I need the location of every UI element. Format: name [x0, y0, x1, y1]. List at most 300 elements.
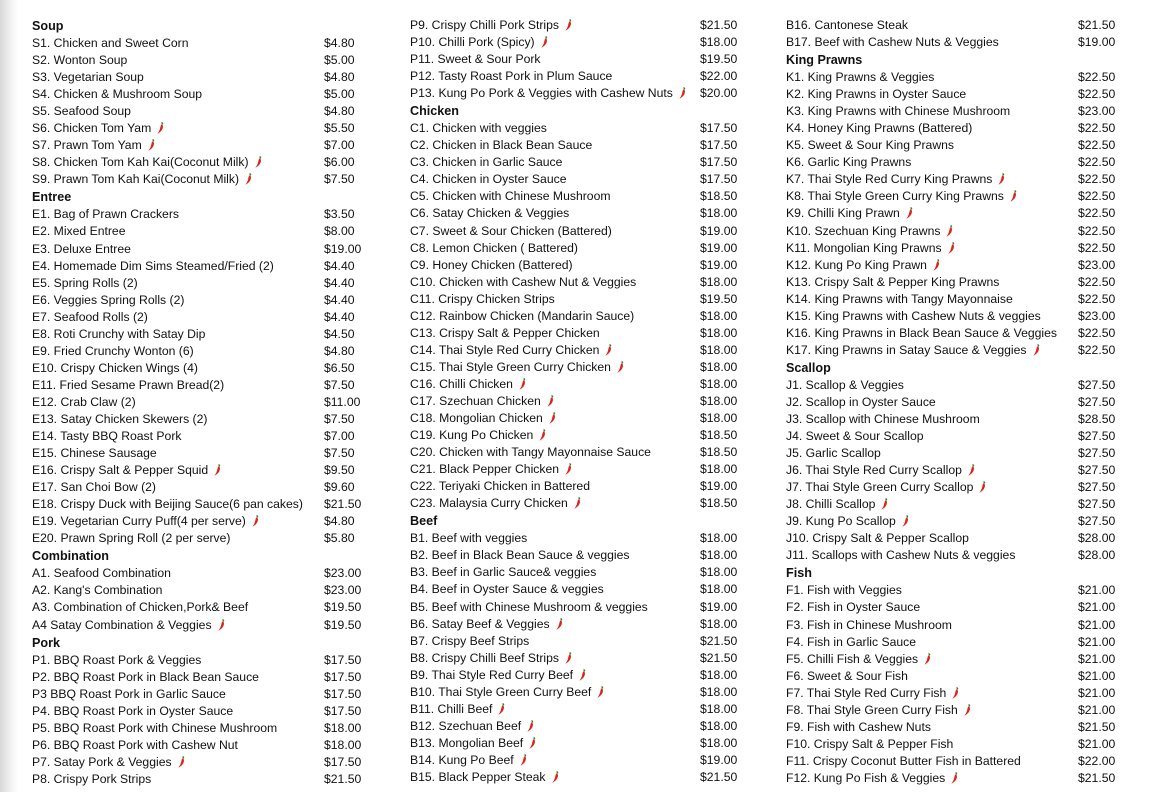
menu-item-price: $22.50	[1078, 223, 1116, 238]
menu-item-name-text: K12. Kung Po King Prawn	[786, 257, 927, 272]
menu-item	[786, 753, 1120, 770]
menu-item-name-text: E19. Vegetarian Curry Puff(4 per serve)	[32, 514, 246, 529]
menu-item	[32, 754, 378, 771]
menu-item-price: $21.50	[324, 497, 362, 512]
chili-pepper-icon	[565, 652, 572, 664]
menu-item-price: $18.00	[700, 274, 738, 289]
menu-item-name-text: C1. Chicken with veggies	[410, 121, 547, 136]
menu-item-price: $19.50	[324, 600, 362, 615]
menu-item-name	[410, 650, 572, 667]
menu-item-price: $22.50	[1078, 274, 1116, 289]
menu-item-name	[32, 754, 185, 771]
menu-item-name-text: E8. Roti Crunchy with Satay Dip	[32, 326, 206, 341]
menu-item	[410, 564, 742, 581]
menu-item	[32, 686, 378, 703]
menu-item-name	[410, 188, 611, 205]
menu-item	[32, 411, 378, 428]
menu-item-name-text: B10. Thai Style Green Curry Beef	[410, 684, 592, 699]
menu-item-name-text: E17. San Choi Bow (2)	[32, 480, 156, 495]
menu-item-price: $17.50	[324, 754, 362, 769]
menu-item	[32, 86, 378, 103]
menu-item	[786, 445, 1120, 462]
menu-item-name	[786, 342, 1040, 359]
menu-item	[410, 478, 742, 495]
menu-item	[410, 188, 742, 205]
menu-item	[786, 120, 1120, 137]
menu-item-name-text: C9. Honey Chicken (Battered)	[410, 257, 573, 272]
menu-item-price: $5.00	[324, 53, 355, 68]
menu-item	[410, 51, 742, 68]
menu-item	[786, 205, 1120, 222]
menu-item-name	[786, 582, 902, 599]
menu-item	[32, 137, 378, 154]
menu-item-price: $27.50	[1078, 497, 1116, 512]
menu-item-price: $19.00	[1078, 35, 1116, 50]
menu-item-price: $7.50	[324, 446, 355, 461]
menu-item-name	[786, 377, 904, 394]
menu-item-price: $27.50	[1078, 463, 1116, 478]
menu-item-name-text: C13. Crispy Salt & Pepper Chicken	[410, 325, 600, 340]
menu-item-name	[410, 240, 578, 257]
menu-item-name-text: C15. Thai Style Green Curry Chicken	[410, 359, 611, 374]
menu-item-name-text: K8. Thai Style Green Curry King Prawns	[786, 189, 1004, 204]
chili-pepper-icon	[498, 703, 505, 715]
menu-item	[410, 752, 742, 769]
menu-item	[32, 479, 378, 496]
menu-item-price: $7.50	[324, 377, 355, 392]
menu-item	[786, 651, 1120, 668]
menu-item-name	[410, 257, 573, 274]
menu-item-name-text: C12. Rainbow Chicken (Mandarin Sauce)	[410, 308, 635, 323]
menu-item-name-text: A3. Combination of Chicken,Pork& Beef	[32, 600, 249, 615]
section-heading: Soup	[32, 19, 64, 33]
menu-item-name	[786, 188, 1017, 205]
chili-pepper-icon	[964, 704, 971, 716]
menu-item-price: $18.00	[700, 376, 738, 391]
menu-item	[410, 376, 742, 393]
menu-item	[786, 257, 1120, 274]
menu-item-price: $18.50	[700, 428, 738, 443]
menu-item-name	[410, 701, 505, 718]
menu-item-name	[32, 343, 194, 360]
menu-item	[32, 582, 378, 599]
menu-item-name-text: S1. Chicken and Sweet Corn	[32, 36, 189, 50]
menu-item-name-text: S7. Prawn Tom Yam	[32, 138, 142, 153]
menu-item-name-text: C6. Satay Chicken & Veggies	[410, 206, 570, 221]
menu-item-name-text: E18. Crispy Duck with Beijing Sauce(6 pan cakes)	[32, 497, 303, 512]
menu-item-name-text: S4. Chicken & Mushroom Soup	[32, 87, 203, 102]
menu-item	[410, 735, 742, 752]
menu-item-price: $18.00	[700, 325, 738, 340]
menu-item	[786, 547, 1120, 564]
menu-item	[786, 702, 1120, 719]
menu-item	[786, 325, 1120, 342]
menu-item-price: $27.50	[1078, 377, 1116, 392]
menu-item-name-text: K16. King Prawns in Black Bean Sauce & Veggies	[786, 325, 1057, 340]
menu-item-price: $3.50	[324, 207, 355, 222]
menu-item-name-text: P4. BBQ Roast Pork in Oyster Sauce	[32, 703, 234, 718]
menu-item-name	[32, 120, 164, 137]
menu-item-name	[410, 393, 554, 410]
menu-item-name	[32, 223, 125, 240]
chili-pepper-icon	[1010, 190, 1017, 202]
menu-item-name-text: C22. Teriyaki Chicken in Battered	[410, 479, 590, 494]
menu-item-name	[32, 669, 259, 686]
menu-item-name-text: F5. Chilli Fish & Veggies	[786, 651, 919, 666]
menu-item-name-text: S2. Wonton Soup	[32, 53, 128, 68]
menu-item-price: $19.50	[700, 52, 738, 67]
menu-item-name	[786, 34, 999, 51]
menu-item	[32, 120, 378, 137]
menu-item-name-text: E14. Tasty BBQ Roast Pork	[32, 429, 182, 444]
menu-item	[32, 617, 378, 634]
menu-item	[410, 359, 742, 376]
menu-item-price: $21.00	[1078, 634, 1116, 649]
menu-item-name-text: K10. Szechuan King Prawns	[786, 223, 941, 238]
menu-item-price: $4.40	[324, 258, 355, 273]
menu-item-price: $4.80	[324, 514, 355, 529]
menu-item-price: $19.00	[700, 752, 738, 767]
menu-item-name-text: B17. Beef with Cashew Nuts & Veggies	[786, 35, 999, 50]
chili-pepper-icon	[549, 412, 556, 424]
menu-item-name	[410, 478, 590, 495]
menu-item-name-text: F3. Fish in Chinese Mushroom	[786, 617, 952, 632]
menu-item-name-text: J10. Crispy Salt & Pepper Scallop	[786, 531, 969, 546]
menu-item-price: $5.50	[324, 121, 355, 136]
menu-item-name-text: P9. Crispy Chilli Pork Strips	[410, 18, 559, 32]
menu-item	[786, 154, 1120, 171]
menu-item	[32, 309, 378, 326]
menu-item-name	[410, 410, 556, 427]
menu-item-price: $18.00	[700, 616, 738, 631]
menu-item-price: $21.00	[1078, 600, 1116, 615]
menu-item-name	[410, 495, 581, 512]
menu-item-price: $22.50	[1078, 155, 1116, 170]
menu-item-name-text: E5. Spring Rolls (2)	[32, 275, 138, 290]
menu-item-name	[786, 770, 958, 787]
menu-item	[786, 86, 1120, 103]
chili-pepper-icon	[597, 686, 604, 698]
menu-item-name-text: J9. Kung Po Scallop	[786, 514, 896, 529]
menu-item-price: $7.50	[324, 172, 355, 187]
menu-item-price: $4.80	[324, 104, 355, 119]
menu-item-price: $18.00	[700, 684, 738, 699]
menu-item-name-text: J8. Chilli Scallop	[786, 497, 876, 512]
menu-item-name-text: K2. King Prawns in Oyster Sauce	[786, 87, 967, 102]
menu-item-price: $4.80	[324, 343, 355, 358]
chili-pepper-icon	[556, 618, 563, 630]
menu-item	[786, 719, 1120, 736]
menu-item	[32, 360, 378, 377]
menu-item-name	[32, 599, 248, 616]
menu-item-name-text: E13. Satay Chicken Skewers (2)	[32, 411, 208, 426]
menu-item	[32, 428, 378, 445]
menu-item-name-text: C20. Chicken with Tangy Mayonnaise Sauce	[410, 445, 651, 460]
menu-item-name-text: F6. Sweet & Sour Fish	[786, 668, 908, 683]
menu-item-name-text: K17. King Prawns in Satay Sauce & Veggies	[786, 342, 1027, 357]
menu-item-name-text: F12. Kung Po Fish & Veggies	[786, 770, 946, 785]
menu-item	[32, 703, 378, 720]
menu-item-name-text: E12. Crab Claw (2)	[32, 394, 136, 409]
menu-item-price: $18.00	[700, 411, 738, 426]
menu-item	[410, 85, 742, 102]
menu-item-name	[32, 154, 262, 171]
menu-item-price: $18.50	[700, 189, 738, 204]
menu-item-price: $18.00	[700, 565, 738, 580]
menu-item-name-text: B8. Crispy Chilli Beef Strips	[410, 650, 560, 665]
menu-item-price: $19.00	[700, 257, 738, 272]
menu-item-name	[786, 154, 911, 171]
menu-item-price: $22.00	[1078, 753, 1116, 768]
menu-item	[32, 275, 378, 292]
menu-item-name	[410, 205, 569, 222]
menu-item-price: $27.50	[1078, 446, 1116, 461]
menu-item-name-text: K3. King Prawns with Chinese Mushroom	[786, 104, 1011, 119]
menu-item-name-text: E1. Bag of Prawn Crackers	[32, 207, 179, 222]
menu-item	[410, 684, 742, 701]
menu-item-name	[32, 462, 221, 479]
menu-item-name	[786, 291, 1013, 308]
menu-item-price: $18.50	[700, 445, 738, 460]
menu-item-price: $23.00	[1078, 104, 1116, 119]
menu-item-price: $23.00	[1078, 257, 1116, 272]
menu-item-name	[410, 120, 547, 137]
menu-item-name	[410, 51, 541, 68]
menu-item-name	[410, 325, 600, 342]
menu-item-name	[32, 137, 155, 154]
menu-item-name-text: S9. Prawn Tom Kah Kai(Coconut Milk)	[32, 172, 240, 187]
menu-item	[410, 308, 742, 325]
chili-pepper-icon	[520, 754, 527, 766]
menu-item-price: $6.00	[324, 155, 355, 170]
menu-item-name	[32, 360, 198, 377]
menu-item	[786, 513, 1120, 530]
menu-item-name	[32, 171, 252, 188]
menu-item-price: $28.00	[1078, 548, 1116, 563]
menu-item-price: $21.00	[1078, 617, 1116, 632]
menu-item	[32, 154, 378, 171]
menu-item	[786, 462, 1120, 479]
menu-item-name	[410, 223, 612, 240]
menu-item-name-text: C16. Chilli Chicken	[410, 376, 513, 391]
menu-item-name-text: J11. Scallops with Cashew Nuts & veggies	[786, 548, 1016, 563]
menu-item	[32, 69, 378, 86]
menu-item-name	[32, 703, 233, 720]
menu-item	[32, 343, 378, 360]
menu-item-name	[32, 103, 131, 120]
menu-item-price: $4.80	[324, 36, 355, 50]
menu-item-name-text: C17. Szechuan Chicken	[410, 393, 541, 408]
menu-item-name	[786, 17, 908, 34]
menu-item-name	[32, 35, 189, 52]
menu-item-name	[786, 137, 954, 154]
chili-pepper-icon	[979, 481, 986, 493]
menu-item	[32, 496, 378, 513]
menu-item-price: $21.50	[700, 769, 738, 784]
menu-item-name	[410, 547, 630, 564]
menu-item-name-text: C18. Mongolian Chicken	[410, 411, 543, 426]
menu-item-name	[786, 719, 931, 736]
chili-pepper-icon	[617, 361, 624, 373]
menu-item-price: $21.00	[1078, 583, 1116, 598]
menu-item-price: $22.50	[1078, 70, 1116, 85]
menu-item-name-text: P6. BBQ Roast Pork with Cashew Nut	[32, 737, 238, 752]
section-heading: Scallop	[786, 360, 831, 375]
menu-item-price: $27.50	[1078, 394, 1116, 409]
menu-item	[786, 634, 1120, 651]
menu-item-name-text: F10. Crispy Salt & Pepper Fish	[786, 736, 954, 751]
menu-item	[786, 223, 1120, 240]
menu-item-name-text: K1. King Prawns & Veggies	[786, 70, 935, 85]
menu-item	[32, 565, 378, 582]
menu-item-name-text: K14. King Prawns with Tangy Mayonnaise	[786, 291, 1013, 306]
menu-item	[410, 616, 742, 633]
menu-item	[32, 292, 378, 309]
chili-pepper-icon	[574, 497, 581, 509]
menu-item-name-text: B13. Mongolian Beef	[410, 735, 524, 750]
menu-item-name	[32, 445, 157, 462]
menu-item	[410, 240, 742, 257]
menu-item-price: $19.50	[700, 291, 738, 306]
menu-item-price: $7.00	[324, 138, 355, 153]
menu-item-price: $18.00	[700, 582, 738, 597]
chili-pepper-icon	[541, 36, 548, 48]
chili-pepper-icon	[1033, 344, 1040, 356]
menu-item-price: $4.50	[324, 326, 355, 341]
menu-item-name	[410, 17, 572, 34]
menu-item-name	[32, 258, 274, 275]
menu-item	[786, 668, 1120, 685]
menu-item-name-text: P3 BBQ Roast Pork in Garlic Sauce	[32, 686, 226, 701]
menu-item-name	[786, 171, 1005, 188]
section-heading: King Prawns	[786, 53, 863, 68]
menu-item-name	[410, 154, 562, 171]
menu-item-name-text: E16. Crispy Salt & Pepper Squid	[32, 463, 209, 478]
chili-pepper-icon	[157, 122, 164, 134]
menu-item-name-text: B15. Black Pepper Steak	[410, 769, 546, 784]
menu-item	[410, 667, 742, 684]
menu-item-name-text: P11. Sweet & Sour Pork	[410, 52, 541, 67]
chili-pepper-icon	[539, 429, 546, 441]
menu-item-name-text: C14. Thai Style Red Curry Chicken	[410, 342, 600, 357]
menu-item-price: $17.50	[324, 669, 362, 684]
menu-item-name-text: F7. Thai Style Red Curry Fish	[786, 685, 947, 700]
menu-item-name	[32, 582, 162, 599]
menu-item	[32, 652, 378, 669]
menu-item-name-text: P10. Chilli Pork (Spicy)	[410, 35, 535, 50]
section-heading: Pork	[32, 635, 60, 650]
menu-item-price: $8.00	[324, 224, 355, 239]
menu-item-name-text: J3. Scallop with Chinese Mushroom	[786, 411, 980, 426]
chili-pepper-icon	[902, 515, 909, 527]
menu-item-name-text: K6. Garlic King Prawns	[786, 155, 912, 170]
menu-item	[786, 188, 1120, 205]
menu-item-price: $22.50	[1078, 325, 1116, 340]
menu-item	[786, 34, 1120, 51]
menu-item-name	[786, 651, 931, 668]
menu-item-price: $27.50	[1078, 429, 1116, 444]
menu-item-name-text: S3. Vegetarian Soup	[32, 70, 144, 85]
menu-item-name	[32, 617, 225, 634]
menu-item-price: $21.00	[1078, 685, 1116, 700]
menu-item	[410, 325, 742, 342]
menu-item-price: $18.00	[324, 737, 362, 752]
menu-item-name	[786, 462, 975, 479]
menu-item-name	[410, 427, 546, 444]
menu-item-name-text: B11. Chilli Beef	[410, 701, 493, 716]
menu-item-name	[410, 581, 604, 598]
menu-item-name	[410, 530, 527, 547]
menu-item	[410, 17, 742, 34]
menu-item-name-text: J7. Thai Style Green Curry Scallop	[786, 480, 974, 495]
menu-item	[410, 581, 742, 598]
menu-item	[32, 599, 378, 616]
menu-item-price: $18.00	[700, 393, 738, 408]
menu-item-name-text: J1. Scallop & Veggies	[786, 377, 904, 392]
chili-pepper-icon	[214, 464, 221, 476]
menu-item-price: $18.00	[700, 667, 738, 682]
menu-item-name	[410, 85, 686, 102]
menu-item-name	[32, 496, 303, 513]
menu-item-name	[786, 428, 924, 445]
menu-item-name-text: E9. Fried Crunchy Wonton (6)	[32, 343, 194, 358]
menu-item-price: $22.50	[1078, 172, 1116, 187]
chili-pepper-icon	[552, 771, 559, 783]
menu-item-price: $17.50	[700, 155, 738, 170]
menu-item-name	[32, 652, 201, 669]
menu-item-name	[410, 616, 563, 633]
menu-item-name-text: K9. Chilli King Prawn	[786, 206, 900, 221]
menu-item-price: $9.50	[324, 463, 355, 478]
menu-item-price: $17.50	[324, 652, 362, 667]
chili-pepper-icon	[148, 139, 155, 151]
menu-item	[32, 669, 378, 686]
menu-item-price: $19.00	[700, 599, 738, 614]
menu-item-name-text: C4. Chicken in Oyster Sauce	[410, 172, 567, 187]
menu-item-price: $18.00	[700, 718, 738, 733]
menu-item-name-text: A2. Kang's Combination	[32, 583, 163, 598]
menu-item	[786, 770, 1120, 787]
menu-item	[786, 240, 1120, 257]
menu-item	[786, 171, 1120, 188]
menu-item-name	[786, 240, 955, 257]
menu-item-name-text: C5. Chicken with Chinese Mushroom	[410, 189, 611, 204]
menu-item-name-text: E2. Mixed Entree	[32, 224, 126, 239]
menu-item	[410, 34, 742, 51]
menu-item	[786, 736, 1120, 753]
menu-item-name-text: F9. Fish with Cashew Nuts	[786, 719, 931, 734]
menu-item-price: $5.80	[324, 531, 355, 546]
menu-item-name-text: S8. Chicken Tom Kah Kai(Coconut Milk)	[32, 155, 249, 170]
menu-item-name-text: B2. Beef in Black Bean Sauce & veggies	[410, 548, 630, 563]
menu-item-name-text: C10. Chicken with Cashew Nut & Veggies	[410, 274, 637, 289]
menu-item-name	[410, 359, 624, 376]
menu-item	[32, 462, 378, 479]
menu-item-name-text: B9. Thai Style Red Curry Beef	[410, 667, 574, 682]
menu-item-price: $18.00	[324, 720, 362, 735]
menu-item-name-text: E20. Prawn Spring Roll (2 per serve)	[32, 531, 231, 546]
menu-item-name-text: B7. Crispy Beef Strips	[410, 633, 530, 648]
menu-item-name	[32, 428, 181, 445]
menu-item-price: $23.00	[324, 566, 362, 581]
menu-item-name-text: K11. Mongolian King Prawns	[786, 240, 942, 255]
menu-item-name	[32, 771, 151, 788]
menu-item-name	[786, 685, 959, 702]
menu-item-name-text: J2. Scallop in Oyster Sauce	[786, 394, 936, 409]
menu-item-name	[410, 68, 612, 85]
menu-item-price: $19.00	[700, 223, 738, 238]
menu-item-name-text: P2. BBQ Roast Pork in Black Bean Sauce	[32, 669, 259, 684]
